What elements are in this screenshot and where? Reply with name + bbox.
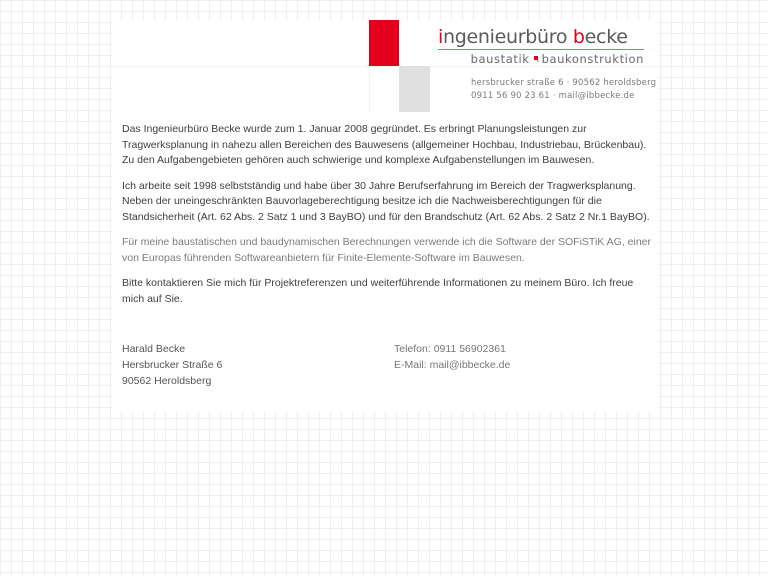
contact-name: Harald Becke [122, 343, 186, 355]
paragraph-experience: Ich arbeite seit 1998 selbstständig und habe über 30 Jahre Berufserfahrung im Bereich der Tragwerksplanung. Neben der uneingeschränkten Bauvorlageberechtigung besitze ich die Nachweisberechtigungen für die Standsicherheit (Art. 62 Abs. 2 Satz 1 und 3 BayBO) und für den Brandschutz (Art. 62 Abs. 2 Satz 2 Nr.1 BayBO). [122, 179, 650, 223]
logo-title [438, 26, 644, 50]
header-divider-horizontal [112, 66, 658, 67]
logo-title-text-1: ngenieurbüro [442, 26, 573, 48]
logo-title-text-2: ecke [584, 26, 628, 48]
header-address [471, 77, 656, 103]
logo-red-square-icon [369, 20, 399, 66]
contact-street: Hersbrucker Straße 6 [122, 359, 223, 371]
logo-title-highlight-b: b [572, 26, 585, 48]
paragraph-contact-request: Bitte kontaktieren Sie mich für Projektreferenzen und weiterführende Informationen zu meinem Büro. Ich freue mich auf Sie. [122, 277, 634, 305]
header-address-line: hersbrucker straße 6 · 90562 heroldsberg [471, 78, 657, 88]
logo-subtitle [438, 52, 644, 66]
contact-email-link[interactable]: E-Mail: mail@ibbecke.de [394, 359, 511, 371]
logo-title-highlight-i: i [438, 26, 443, 48]
logo-subtitle-right: baukonstruktion [541, 52, 644, 66]
content-panel [112, 20, 658, 412]
logo[interactable] [438, 26, 644, 66]
header-banner [112, 20, 658, 112]
header-contact-line: 0911 56 90 23 61 · mail@ibbecke.de [471, 91, 635, 101]
contact-address [122, 341, 222, 389]
contact-phone[interactable]: Telefon: 0911 56902361 [394, 343, 506, 355]
intro-text [122, 122, 652, 317]
logo-subtitle-left: baustatik [470, 52, 530, 66]
logo-grey-square-icon [399, 66, 430, 112]
contact-details [394, 341, 510, 373]
contact-city: 90562 Heroldsberg [122, 375, 212, 387]
paragraph-software: Für meine baustatischen und baudynamischen Berechnungen verwende ich die Software der SOFiSTiK AG, einer von Europas führenden Softwareanbietern für Finite-Elemente-Software im Bauwesen. [122, 236, 651, 264]
logo-separator-icon [534, 56, 538, 60]
paragraph-about: Das Ingenieurbüro Becke wurde zum 1. Januar 2008 gegründet. Es erbringt Planungsleistungen zur Tragwerksplanung in nahezu allen Bereichen des Bauwesens (allgemeiner Hochbau, Industriebau, Brückenbau). Zu den Aufgabengebieten gehören auch schwierige und komplexe Aufgabenstellungen im Bauwesen. [122, 123, 647, 166]
